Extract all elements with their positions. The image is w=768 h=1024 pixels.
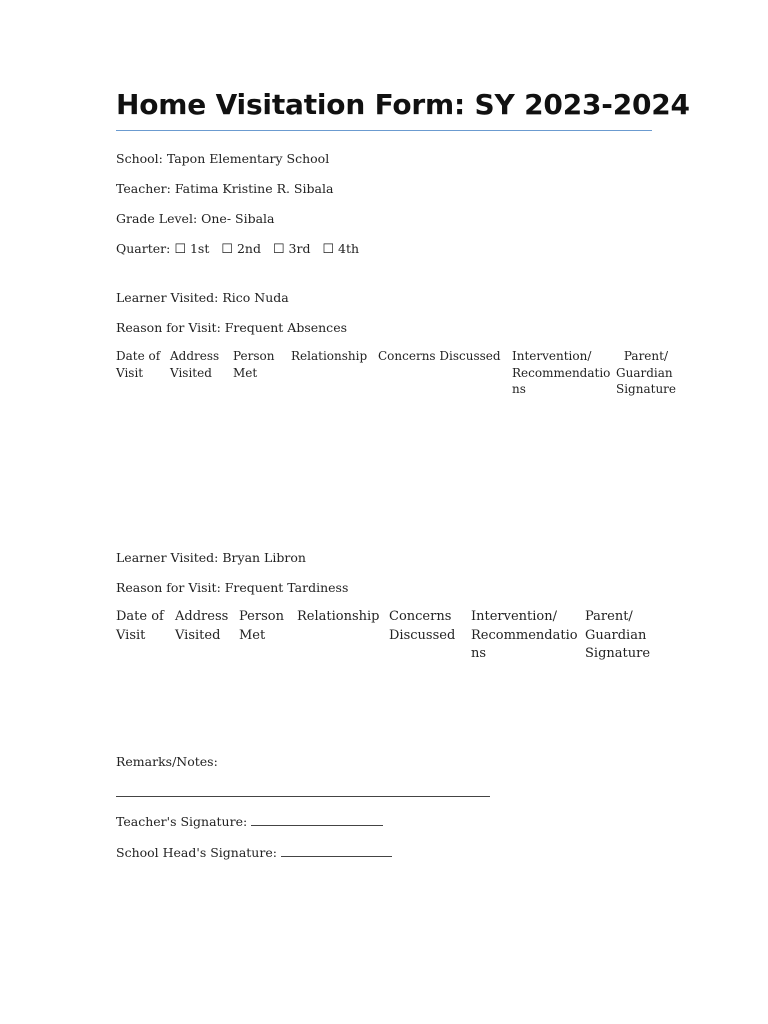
checkbox-icon[interactable]: ☐ xyxy=(322,242,335,257)
school-head-signature-row xyxy=(116,845,392,860)
header-parent-signature: Parent/ Guardian Signature xyxy=(585,609,651,661)
reason-for-visit-1: Reason for Visit: Frequent Absences xyxy=(116,320,347,335)
checkbox-icon[interactable]: ☐ xyxy=(272,242,285,257)
page-title: Home Visitation Form: SY 2023-2024 xyxy=(116,88,690,121)
remarks-line[interactable] xyxy=(116,796,490,797)
quarter-option-1st: 1st xyxy=(189,241,210,256)
learner-visited-1: Learner Visited: Rico Nuda xyxy=(116,290,289,305)
header-person-met: Person Met xyxy=(233,349,275,380)
grade-level-line: Grade Level: One- Sibala xyxy=(116,211,275,226)
quarter-option-4th: 4th xyxy=(338,241,360,256)
header-address-visited: Address Visited xyxy=(175,609,229,643)
header-concerns-discussed: Concerns Discussed xyxy=(378,349,501,363)
header-concerns-discussed: Concerns Discussed xyxy=(389,609,456,643)
header-person-met: Person Met xyxy=(239,609,284,643)
checkbox-icon[interactable]: ☐ xyxy=(174,242,186,257)
checkbox-icon[interactable]: ☐ xyxy=(221,242,233,257)
teacher-signature-line[interactable] xyxy=(251,815,383,826)
quarter-option-3rd: 3rd xyxy=(288,241,311,256)
header-relationship: Relationship xyxy=(297,609,380,624)
school-head-signature-line[interactable] xyxy=(281,846,392,857)
teacher-signature-label: Teacher's Signature: xyxy=(116,814,248,829)
school-head-signature-label: School Head's Signature: xyxy=(116,845,277,860)
header-date-of-visit: Date of Visit xyxy=(116,609,164,643)
title-underline xyxy=(116,130,652,131)
reason-for-visit-2: Reason for Visit: Frequent Tardiness xyxy=(116,580,349,595)
header-intervention: Intervention/ Recommendatio ns xyxy=(512,349,611,396)
quarter-label: Quarter: xyxy=(116,241,171,256)
quarter-option-2nd: 2nd xyxy=(236,241,261,256)
teacher-line: Teacher: Fatima Kristine R. Sibala xyxy=(116,181,334,196)
header-parent-signature: Parent/ Guardian Signature xyxy=(616,349,677,396)
header-address-visited: Address Visited xyxy=(170,349,220,380)
teacher-signature-row xyxy=(116,814,383,829)
remarks-label: Remarks/Notes: xyxy=(116,754,218,769)
header-date-of-visit: Date of Visit xyxy=(116,349,161,380)
quarter-line xyxy=(116,241,359,257)
learner-visited-2: Learner Visited: Bryan Libron xyxy=(116,550,306,565)
school-line: School: Tapon Elementary School xyxy=(116,151,330,166)
header-relationship: Relationship xyxy=(291,349,368,363)
header-intervention: Intervention/ Recommendatio ns xyxy=(471,609,578,661)
